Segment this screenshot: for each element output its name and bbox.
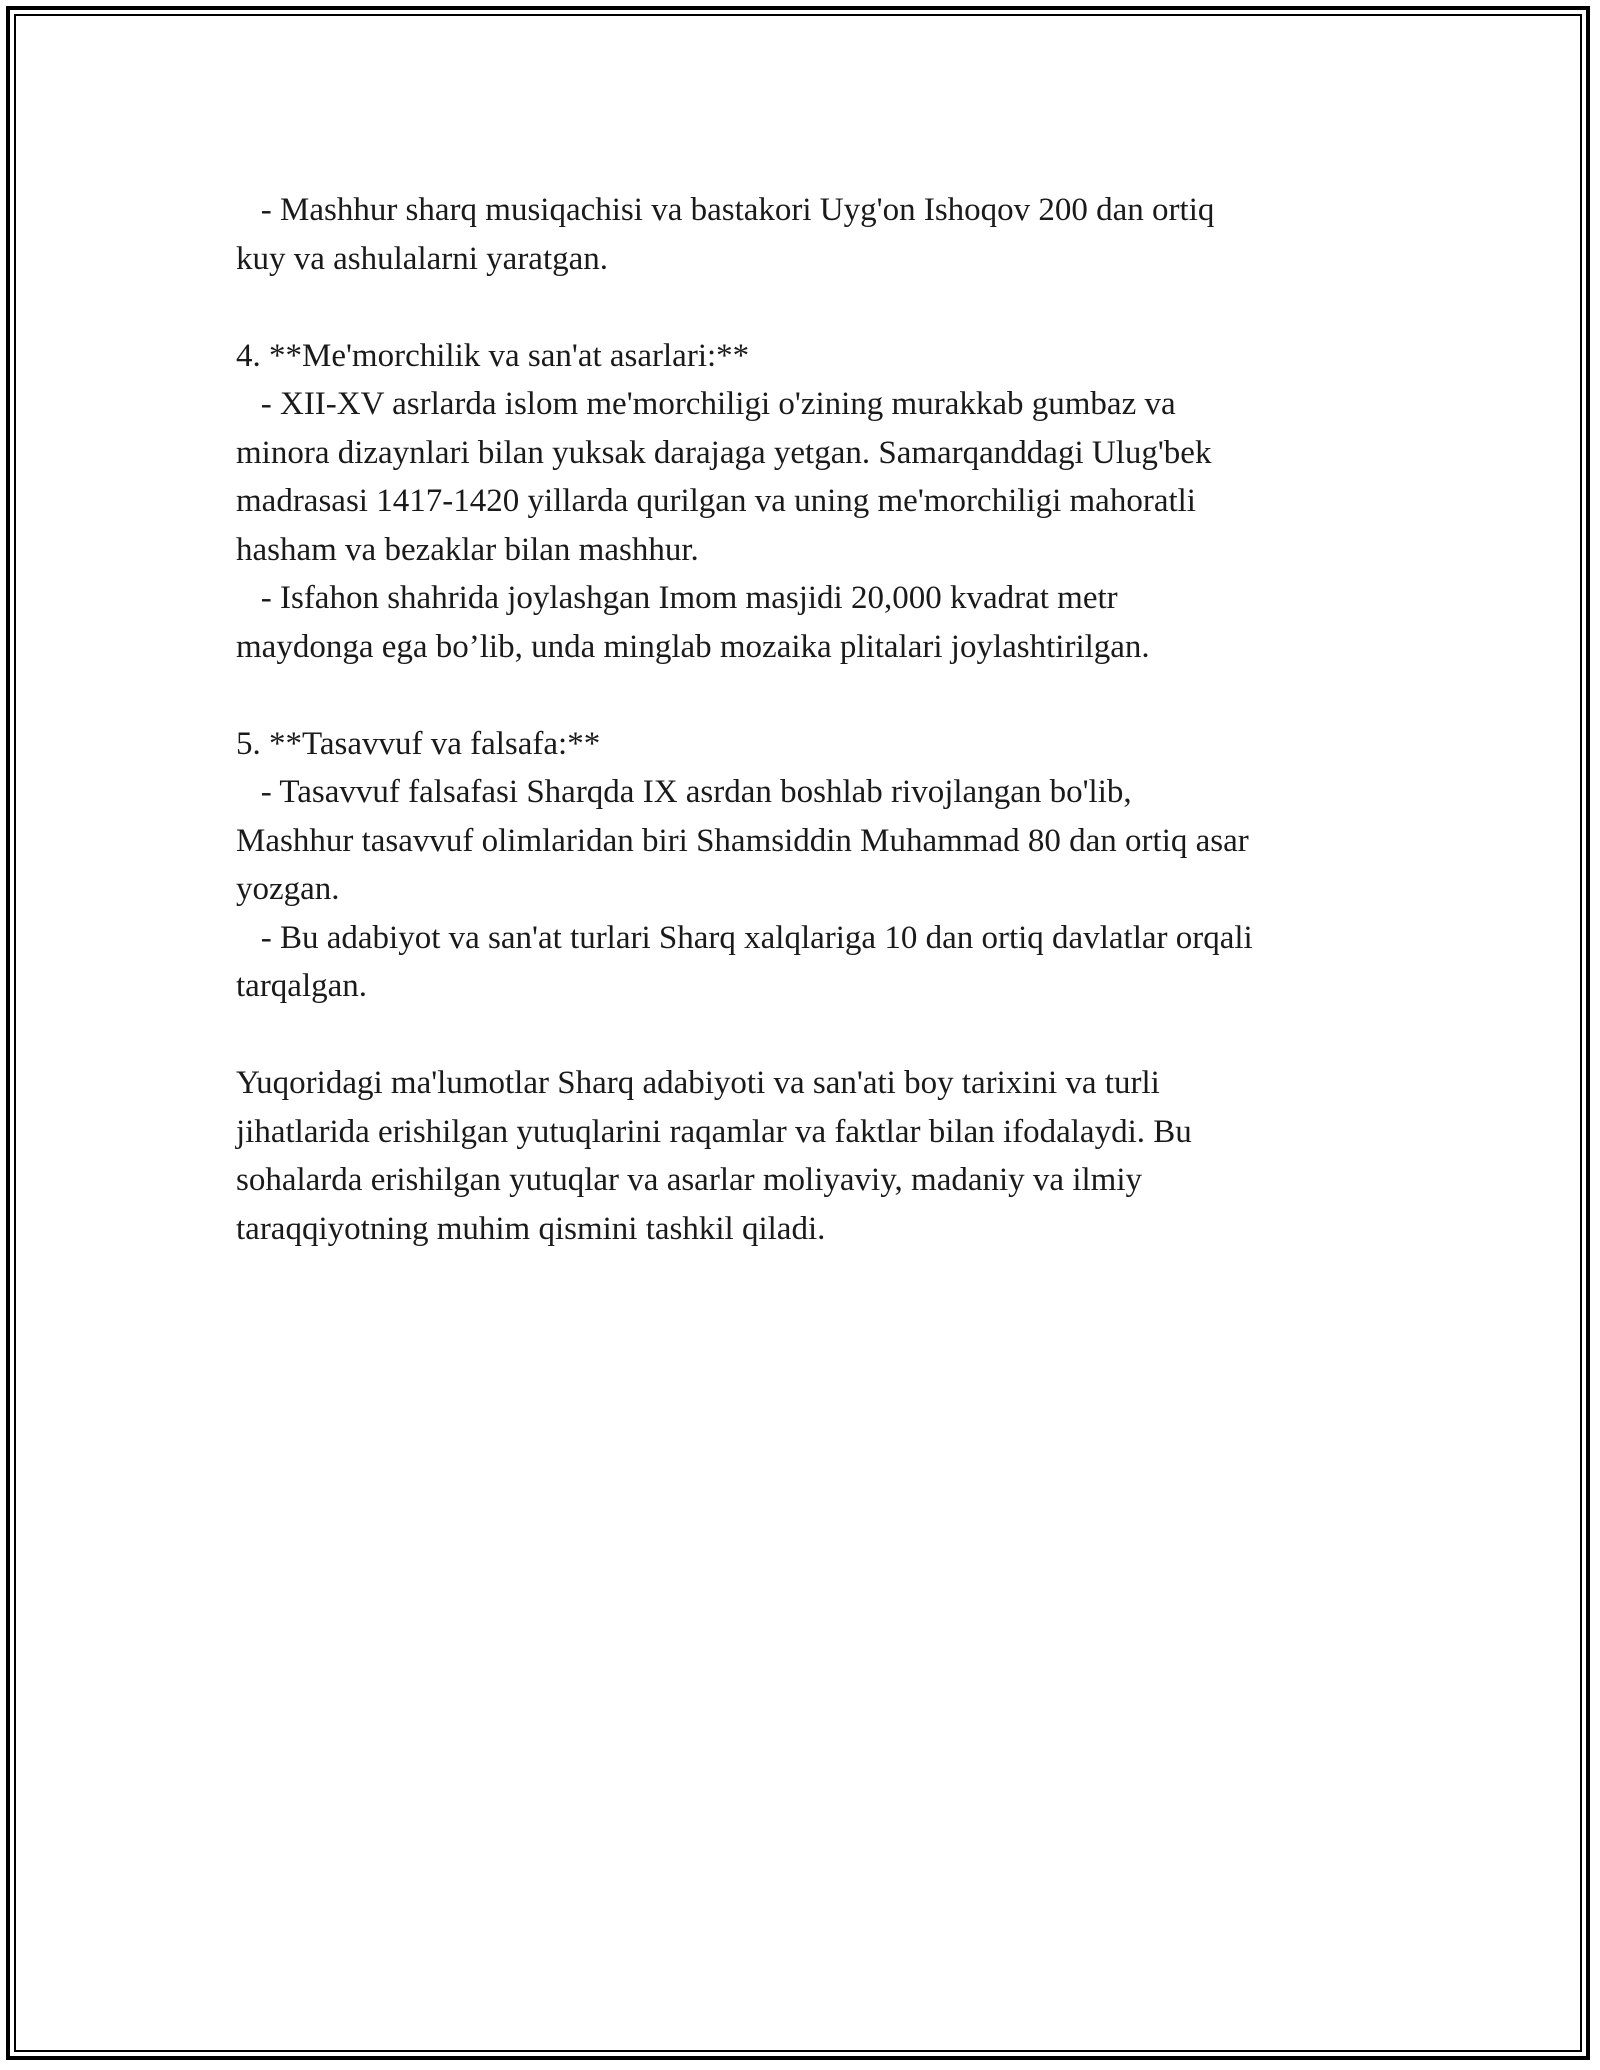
blank-line	[236, 283, 1376, 332]
blank-line	[236, 671, 1376, 720]
text-line: - XII-XV asrlarda islom me'morchiligi o'zining murakkab gumbaz va	[236, 386, 1176, 422]
section-heading: 5. **Tasavvuf va falsafa:**	[236, 725, 601, 762]
text-line: kuy va ashulalarni yaratgan.	[236, 240, 609, 277]
text-line: - Mashhur sharq musiqachisi va bastakori Uyg'on Ishoqov 200 dan ortiq	[236, 192, 1215, 228]
text-line: minora dizaynlari bilan yuksak darajaga yetgan. Samarqanddagi Ulug'bek	[236, 434, 1212, 471]
text-line: - Tasavvuf falsafasi Sharqda IX asrdan boshlab rivojlangan bo'lib,	[236, 774, 1132, 810]
text-line: yozgan.	[236, 871, 340, 907]
text-line: - Bu adabiyot va san'at turlari Sharq xalqlariga 10 dan ortiq davlatlar orqali	[236, 919, 1253, 956]
summary-line: jihatlarida erishilgan yutuqlarini raqamlar va faktlar bilan ifodalaydi. Bu	[236, 1113, 1192, 1150]
text-line: - Isfahon shahrida joylashgan Imom masjidi 20,000 kvadrat metr	[236, 580, 1118, 616]
document-body	[236, 186, 1376, 1253]
section-heading: 4. **Me'morchilik va san'at asarlari:**	[236, 337, 750, 374]
blank-line	[236, 1011, 1376, 1060]
text-line: hasham va bezaklar bilan mashhur.	[236, 531, 699, 568]
summary-line: sohalarda erishilgan yutuqlar va asarlar moliyaviy, madaniy va ilmiy	[236, 1162, 1143, 1198]
text-line: maydonga ega bo’lib, unda minglab mozaika plitalari joylashtirilgan.	[236, 628, 1150, 665]
text-line: madrasasi 1417-1420 yillarda qurilgan va uning me'morchiligi mahoratli	[236, 483, 1196, 519]
summary-line: Yuqoridagi ma'lumotlar Sharq adabiyoti va san'ati boy tarixini va turli	[236, 1065, 1160, 1101]
summary-line: taraqqiyotning muhim qismini tashkil qiladi.	[236, 1210, 826, 1247]
text-line: tarqalgan.	[236, 968, 368, 1004]
text-line: Mashhur tasavvuf olimlaridan biri Shamsiddin Muhammad 80 dan ortiq asar	[236, 822, 1249, 859]
